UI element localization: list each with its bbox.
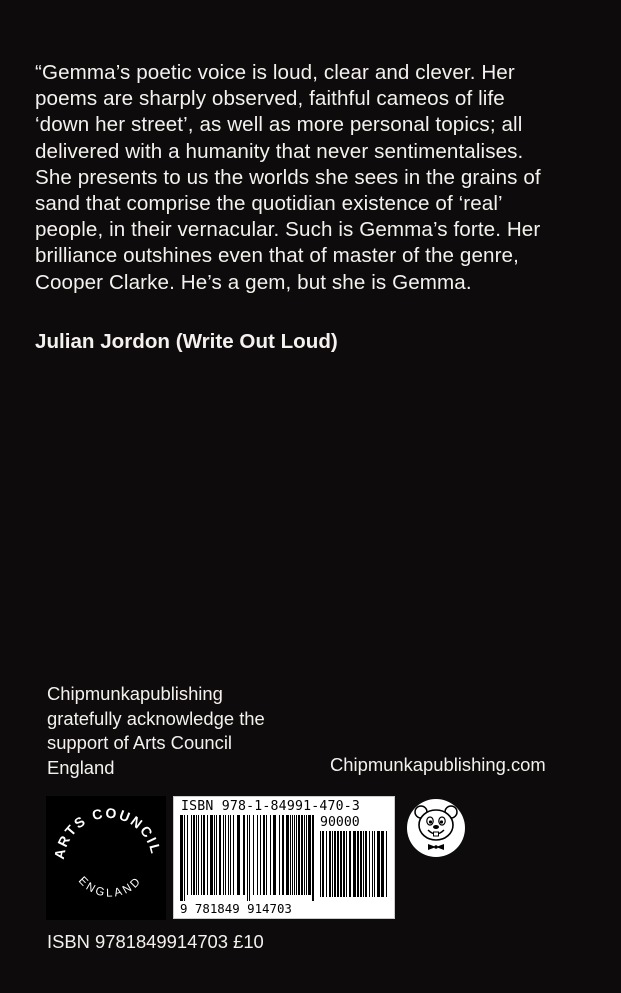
barcode-bar [180,815,183,901]
barcode-bar [374,831,375,897]
arts-logo-bottom-text: ENGLAND [75,874,145,900]
barcode-bar [326,831,327,897]
barcode-isbn-label: ISBN 978-1-84991-470-3 [181,799,361,814]
barcode-bar [304,815,305,895]
barcode-bar [346,831,347,897]
barcode-bar [270,815,271,895]
barcode-bar [247,815,248,901]
barcode-bar [214,815,215,895]
isbn-price: ISBN 9781849914703 £10 [47,931,264,952]
barcode-bar [249,815,250,901]
quote-attribution: Julian Jordon (Write Out Loud) [35,330,338,353]
barcode-bar [332,831,333,897]
barcode-bar [340,831,342,897]
barcode-bar [225,815,226,895]
barcode-bar [260,815,261,895]
quote-line: Cooper Clarke. He’s a gem, but she is Gemma. [35,270,472,294]
barcode-bar [298,815,300,895]
barcode-bar [263,815,265,895]
barcode-bars-icon [178,815,316,901]
barcode-bar [294,815,295,895]
barcode-bar [322,831,324,897]
barcode-bar [233,815,234,895]
quote-line: ‘down her street’, as well as more personal topics; all [35,113,523,137]
barcode-bar [386,831,387,897]
barcode-bar [306,815,307,895]
quote-line: She presents to us the worlds she sees in the grains of [35,165,541,189]
review-quote [35,60,595,296]
barcode-bar [290,815,291,895]
barcode-price-code: 90000 [320,815,360,830]
barcode-bar [191,815,192,895]
barcode-bar [312,815,314,901]
barcode-bar [207,815,208,895]
chipmunk-logo-icon [406,798,466,858]
arts-council-acknowledgement [47,682,265,780]
barcode-bar [243,815,245,895]
barcode-bar [343,831,345,897]
barcode-bar [228,815,229,895]
barcode-bar [253,815,254,895]
barcode-bar [372,831,373,897]
quote-line: delivered with a humanity that never sentimentalises. [35,139,524,163]
quote-line: “Gemma’s poetic voice is loud, clear and clever. Her [35,61,515,84]
barcode-bar [292,815,293,895]
barcode-bar [329,831,331,897]
ack-line: England [47,756,115,778]
barcode-bar [223,815,224,895]
arts-council-logo-icon [46,796,166,920]
publisher-website: Chipmunkapublishing.com [330,754,546,775]
barcode-bar [308,815,311,895]
arts-council-logo [46,796,166,920]
barcode-bar [187,815,188,895]
barcode-bar [273,815,276,895]
barcode-bar [365,831,367,897]
barcode-bar [353,831,356,897]
quote-line: brilliance outshines even that of master of the genre, [35,244,519,268]
barcode-bar [230,815,231,895]
barcode-bar [201,815,202,895]
barcode-bar [216,815,217,895]
barcode-bar [334,831,336,897]
barcode-bar [360,831,362,897]
barcode-bar [198,815,199,895]
barcode-bar [237,815,240,895]
barcode-bar [296,815,297,895]
barcode-bar [286,815,289,895]
arts-logo-top-text: ARTS COUNCIL [50,804,165,861]
barcode-bar [210,815,213,895]
barcode-bar [357,831,359,897]
barcode-bar [266,815,267,895]
barcode-bar [219,815,221,895]
barcode-bar [349,831,351,897]
barcode-bar [363,831,364,897]
barcode-bar [184,815,185,901]
barcode-addon-bars-icon [318,831,390,897]
chipmunk-logo [406,798,466,858]
barcode-bar [337,831,339,897]
ack-line: gratefully acknowledge the [47,707,265,729]
barcode-bar [196,815,197,895]
barcode-bar [320,831,321,897]
isbn-barcode [173,796,395,919]
barcode-bar [301,815,303,895]
barcode-bar [279,815,280,895]
barcode-bar [203,815,205,895]
barcode-bar [257,815,258,895]
barcode-bar [282,815,284,895]
barcode-bar [369,831,370,897]
barcode-digits: 9 781849 914703 [180,901,292,916]
ack-line: Chipmunkapublishing [47,683,223,704]
quote-line: sand that comprise the quotidian existence of ‘real’ [35,192,503,216]
barcode-bar [193,815,195,895]
quote-line: poems are sharply observed, faithful cameos of life [35,87,505,111]
ack-line: support of Arts Council [47,732,233,754]
quote-line: people, in their vernacular. Such is Gemma’s forte. Her [35,218,541,242]
barcode-bar [381,831,384,897]
barcode-bar [377,831,380,897]
